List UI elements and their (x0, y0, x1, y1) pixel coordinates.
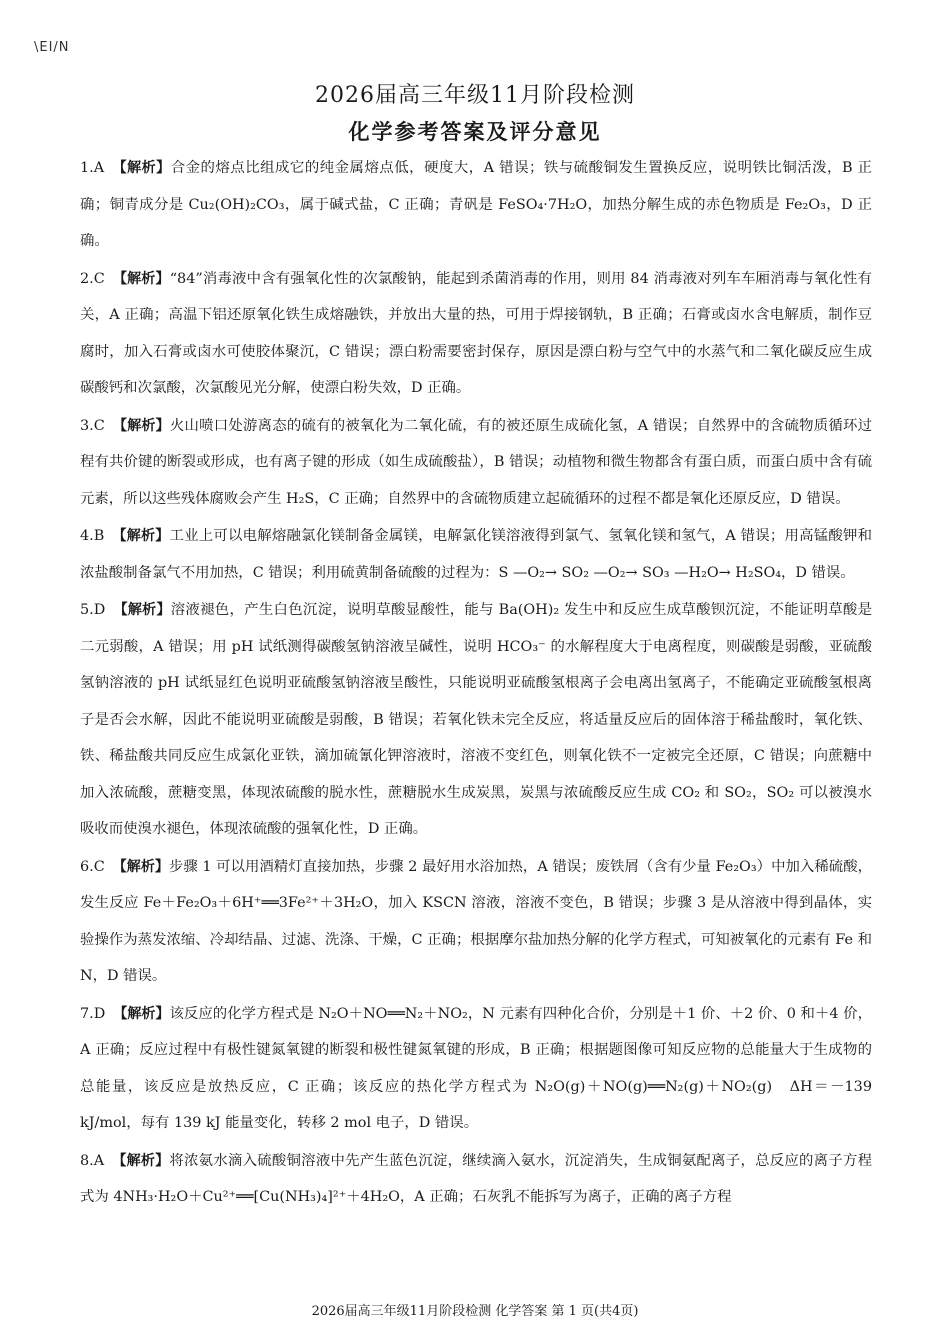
answer-number: 3.C (80, 417, 105, 434)
answer-number: 6.C (80, 858, 105, 875)
answer-item-4 (80, 518, 872, 591)
answer-item-2 (80, 261, 872, 407)
corner-mark: \EI/N (34, 40, 70, 55)
analysis-tag: 【解析】 (112, 160, 171, 176)
answer-number: 5.D (80, 602, 106, 618)
answer-item-3 (80, 408, 872, 518)
analysis-tag: 【解析】 (112, 528, 170, 544)
answer-number: 7.D (80, 1005, 106, 1022)
answer-item-6 (80, 849, 872, 995)
answer-item-8 (80, 1143, 872, 1216)
answer-number: 1.A (80, 160, 105, 176)
answer-text: 火山喷口处游离态的硫有的被氧化为二氧化硫，有的被还原生成硫化氢，A 错误；自然界中的含硫物质循环过程有共价键的断裂或形成，也有离子键的形成（如生成硫酸盐），B 错误；动植物和微生物都含有蛋白质，而蛋白质中含有硫元素，所以这些残体腐败会产生 H₂S，C 正确；自然界中的含硫物质建立起硫循环的过程不都是氧化还原反应，D 错误。 (80, 417, 872, 507)
page-footer: 2026届高三年级11月阶段检测 化学答案 第 1 页(共4页) (311, 1304, 639, 1319)
answer-text: 合金的熔点比组成它的纯金属熔点低，硬度大，A 错误；铁与硫酸铜发生置换反应，说明铁比铜活泼，B 正确；铜青成分是 Cu₂(OH)₂CO₃，属于碱式盐，C 正确；青矾是 FeSO₄·7H₂O，加热分解生成的赤色物质是 Fe₂O₃，D 正确。 (80, 160, 873, 249)
answer-number: 2.C (80, 270, 105, 287)
answer-text: “84”消毒液中含有强氧化性的次氯酸钠，能起到杀菌消毒的作用，则用 84 消毒液对列车车厢消毒与氧化性有关，A 正确；高温下铝还原氧化铁生成熔融铁，并放出大量的热，可用于焊接钢轨，B 正确；石膏或卤水含电解质，制作豆腐时，加入石膏或卤水可使胶体聚沉，C 错误；漂白粉需要密封保存，原因是漂白粉与空气中的水蒸气和二氧化碳反应生成碳酸钙和次氯酸，次氯酸见光分解，使漂白粉失效，D 正确。 (80, 270, 872, 396)
answer-number: 4.B (80, 528, 105, 544)
answer-item-7 (80, 996, 872, 1142)
answer-item-5 (80, 592, 872, 848)
answer-text: 工业上可以电解熔融氯化镁制备金属镁，电解氯化镁溶液得到氯气、氢氧化镁和氢气，A 错误；用高锰酸钾和浓盐酸制备氯气不用加热，C 错误；利用硫黄制备硫酸的过程为：S —O₂→ SO₂ —O₂→ SO₃ —H₂O→ H₂SO₄，D 错误。 (80, 528, 872, 581)
analysis-tag: 【解析】 (112, 1152, 170, 1169)
analysis-tag: 【解析】 (112, 858, 169, 875)
analysis-tag: 【解析】 (113, 602, 171, 618)
answer-text: 该反应的化学方程式是 N₂O＋NO══N₂＋NO₂，N 元素有四种化合价，分别是＋1 价、＋2 价、0 和＋4 价，A 正确；反应过程中有极性键氮氧键的断裂和极性键氮氧键的形成，B 正确；根据题图像可知反应物的总能量大于生成物的总能量，该反应是放热反应，C 正确；该反应的热化学方程式为 N₂O(g)＋NO(g)══N₂(g)＋NO₂(g) ΔH＝－139 kJ/mol，每有 139 kJ 能量变化，转移 2 mol 电子，D 错误。 (80, 1005, 873, 1131)
answer-text: 将浓氨水滴入硫酸铜溶液中先产生蓝色沉淀，继续滴入氨水，沉淀消失，生成铜氨配离子，总反应的离子方程式为 4NH₃·H₂O＋Cu²⁺══[Cu(NH₃)₄]²⁺＋4H₂O，A 正确；石灰乳不能拆写为离子，正确的离子方程 (80, 1152, 872, 1205)
answer-list (80, 150, 872, 1217)
analysis-tag: 【解析】 (112, 270, 170, 287)
answer-text: 溶液褪色，产生白色沉淀，说明草酸显酸性，能与 Ba(OH)₂ 发生中和反应生成草酸钡沉淀，不能证明草酸是二元弱酸，A 错误；用 pH 试纸测得碳酸氢钠溶液呈碱性，说明 HCO₃⁻ 的水解程度大于电离程度，则碳酸是弱酸，亚硫酸氢钠溶液的 pH 试纸显红色说明亚硫酸氢钠溶液呈酸性，只能说明亚硫酸氢根离子会电离出氢离子，不能确定亚硫酸氢根离子是否会水解，因此不能说明亚硫酸是弱酸，B 错误；若氧化铁未完全反应，将适量反应后的固体溶于稀盐酸时，氧化铁、铁、稀盐酸共同反应生成氯化亚铁，滴加硫氰化钾溶液时，溶液不变红色，则氧化铁不一定被完全还原，C 错误；向蔗糖中加入浓硫酸，蔗糖变黑，体现浓硫酸的脱水性，蔗糖脱水生成炭黑，炭黑与浓硫酸反应生成 CO₂ 和 SO₂，SO₂ 可以被溴水吸收而使溴水褪色，体现浓硫酸的强氧化性，D 正确。 (80, 602, 873, 837)
analysis-tag: 【解析】 (113, 1005, 170, 1022)
answer-text: 步骤 1 可以用酒精灯直接加热，步骤 2 最好用水浴加热，A 错误；废铁屑（含有少量 Fe₂O₃）中加入稀硫酸，发生反应 Fe＋Fe₂O₃＋6H⁺══3Fe²⁺＋3H₂O，加入 KSCN 溶液，溶液不变色，B 错误；步骤 3 是从溶液中得到晶体，实验操作为蒸发浓缩、冷却结晶、过滤、洗涤、干燥，C 正确；根据摩尔盐加热分解的化学方程式，可知被氧化的元素有 Fe 和 N，D 错误。 (80, 858, 873, 984)
page-title: 2026届高三年级11月阶段检测 (315, 83, 635, 108)
page-subtitle: 化学参考答案及评分意见 (348, 120, 602, 144)
answer-item-1 (80, 150, 872, 260)
analysis-tag: 【解析】 (112, 417, 170, 434)
answer-number: 8.A (80, 1152, 105, 1169)
